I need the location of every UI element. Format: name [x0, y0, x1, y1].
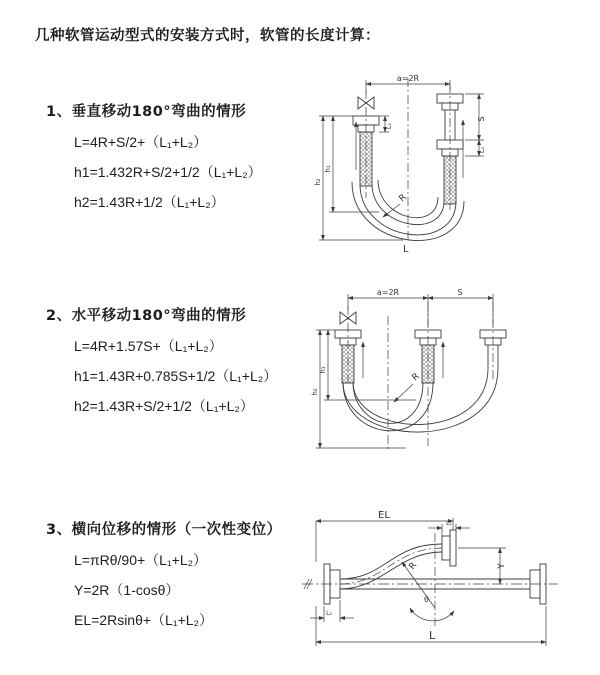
radius-label: R	[410, 371, 422, 384]
formula-line: Y=2R（1-cosθ）	[74, 582, 180, 598]
section-1-formulas	[74, 127, 262, 217]
dimension-labels	[314, 74, 486, 255]
dim-h1-label: h₁	[324, 165, 332, 173]
dim-a2r-label: a=2R	[396, 74, 420, 83]
page-title: 几种软管运动型式的安装方式时，软管的长度计算：	[35, 28, 380, 44]
dim-y-label: Y	[497, 563, 507, 569]
dim-el-label: EL	[378, 510, 390, 521]
formula-line: h1=1.432R+S/2+1/2（L₁+L₂）	[74, 164, 262, 180]
dim-a2r-label: a=2R	[376, 288, 400, 297]
dimension-labels	[311, 288, 463, 396]
angle-label: θ	[424, 595, 429, 604]
dim-h2-label: h₂	[311, 388, 319, 396]
section-2-heading: 2、水平移动180°弯曲的情形	[46, 308, 247, 324]
formula-line: L=πRθ/90+（L₁+L₂）	[74, 552, 208, 568]
dimension-labels	[326, 510, 507, 642]
section-3	[46, 518, 282, 635]
formula-line: h1=1.43R+0.785S+1/2（L₁+L₂）	[74, 368, 278, 384]
radius-label: R	[397, 192, 409, 205]
formula-line: h2=1.43R+1/2（L₁+L₂）	[74, 194, 225, 210]
dim-l2-label: L₂	[326, 610, 332, 617]
diagram-vertical-180-bend	[303, 70, 583, 255]
length-label: L	[429, 629, 436, 642]
section-3-heading: 3、横向位移的情形（一次性变位）	[46, 522, 282, 538]
length-label: L	[403, 244, 409, 255]
section-1-heading: 1、垂直移动180°弯曲的情形	[46, 104, 247, 120]
diagram-lateral-displacement	[298, 508, 590, 658]
section-2-formulas	[74, 331, 277, 421]
section-1	[46, 100, 262, 217]
dim-l1-label: L₁	[446, 520, 452, 527]
dim-s-label: S	[477, 116, 486, 122]
dim-h2-label: h₂	[314, 178, 322, 186]
dim-h1-label: h₁	[319, 366, 327, 374]
dim-s-label: S	[457, 288, 463, 297]
formula-line: L=4R+1.57S+（L₁+L₂）	[74, 338, 223, 354]
formula-line: L=4R+S/2+（L₁+L₂）	[74, 134, 208, 150]
radius-label: R	[407, 560, 420, 572]
formula-line: EL=2Rsinθ+（L₁+L₂）	[74, 612, 213, 628]
hose-u-bend	[335, 312, 506, 432]
section-2	[46, 304, 277, 421]
dim-l2-label: L₂	[478, 146, 486, 154]
diagram-horizontal-180-bend	[306, 286, 588, 458]
section-3-formulas	[74, 545, 282, 635]
formula-line: h2=1.43R+S/2+1/2（L₁+L₂）	[74, 398, 254, 414]
dim-l1-label: L₁	[385, 122, 393, 130]
